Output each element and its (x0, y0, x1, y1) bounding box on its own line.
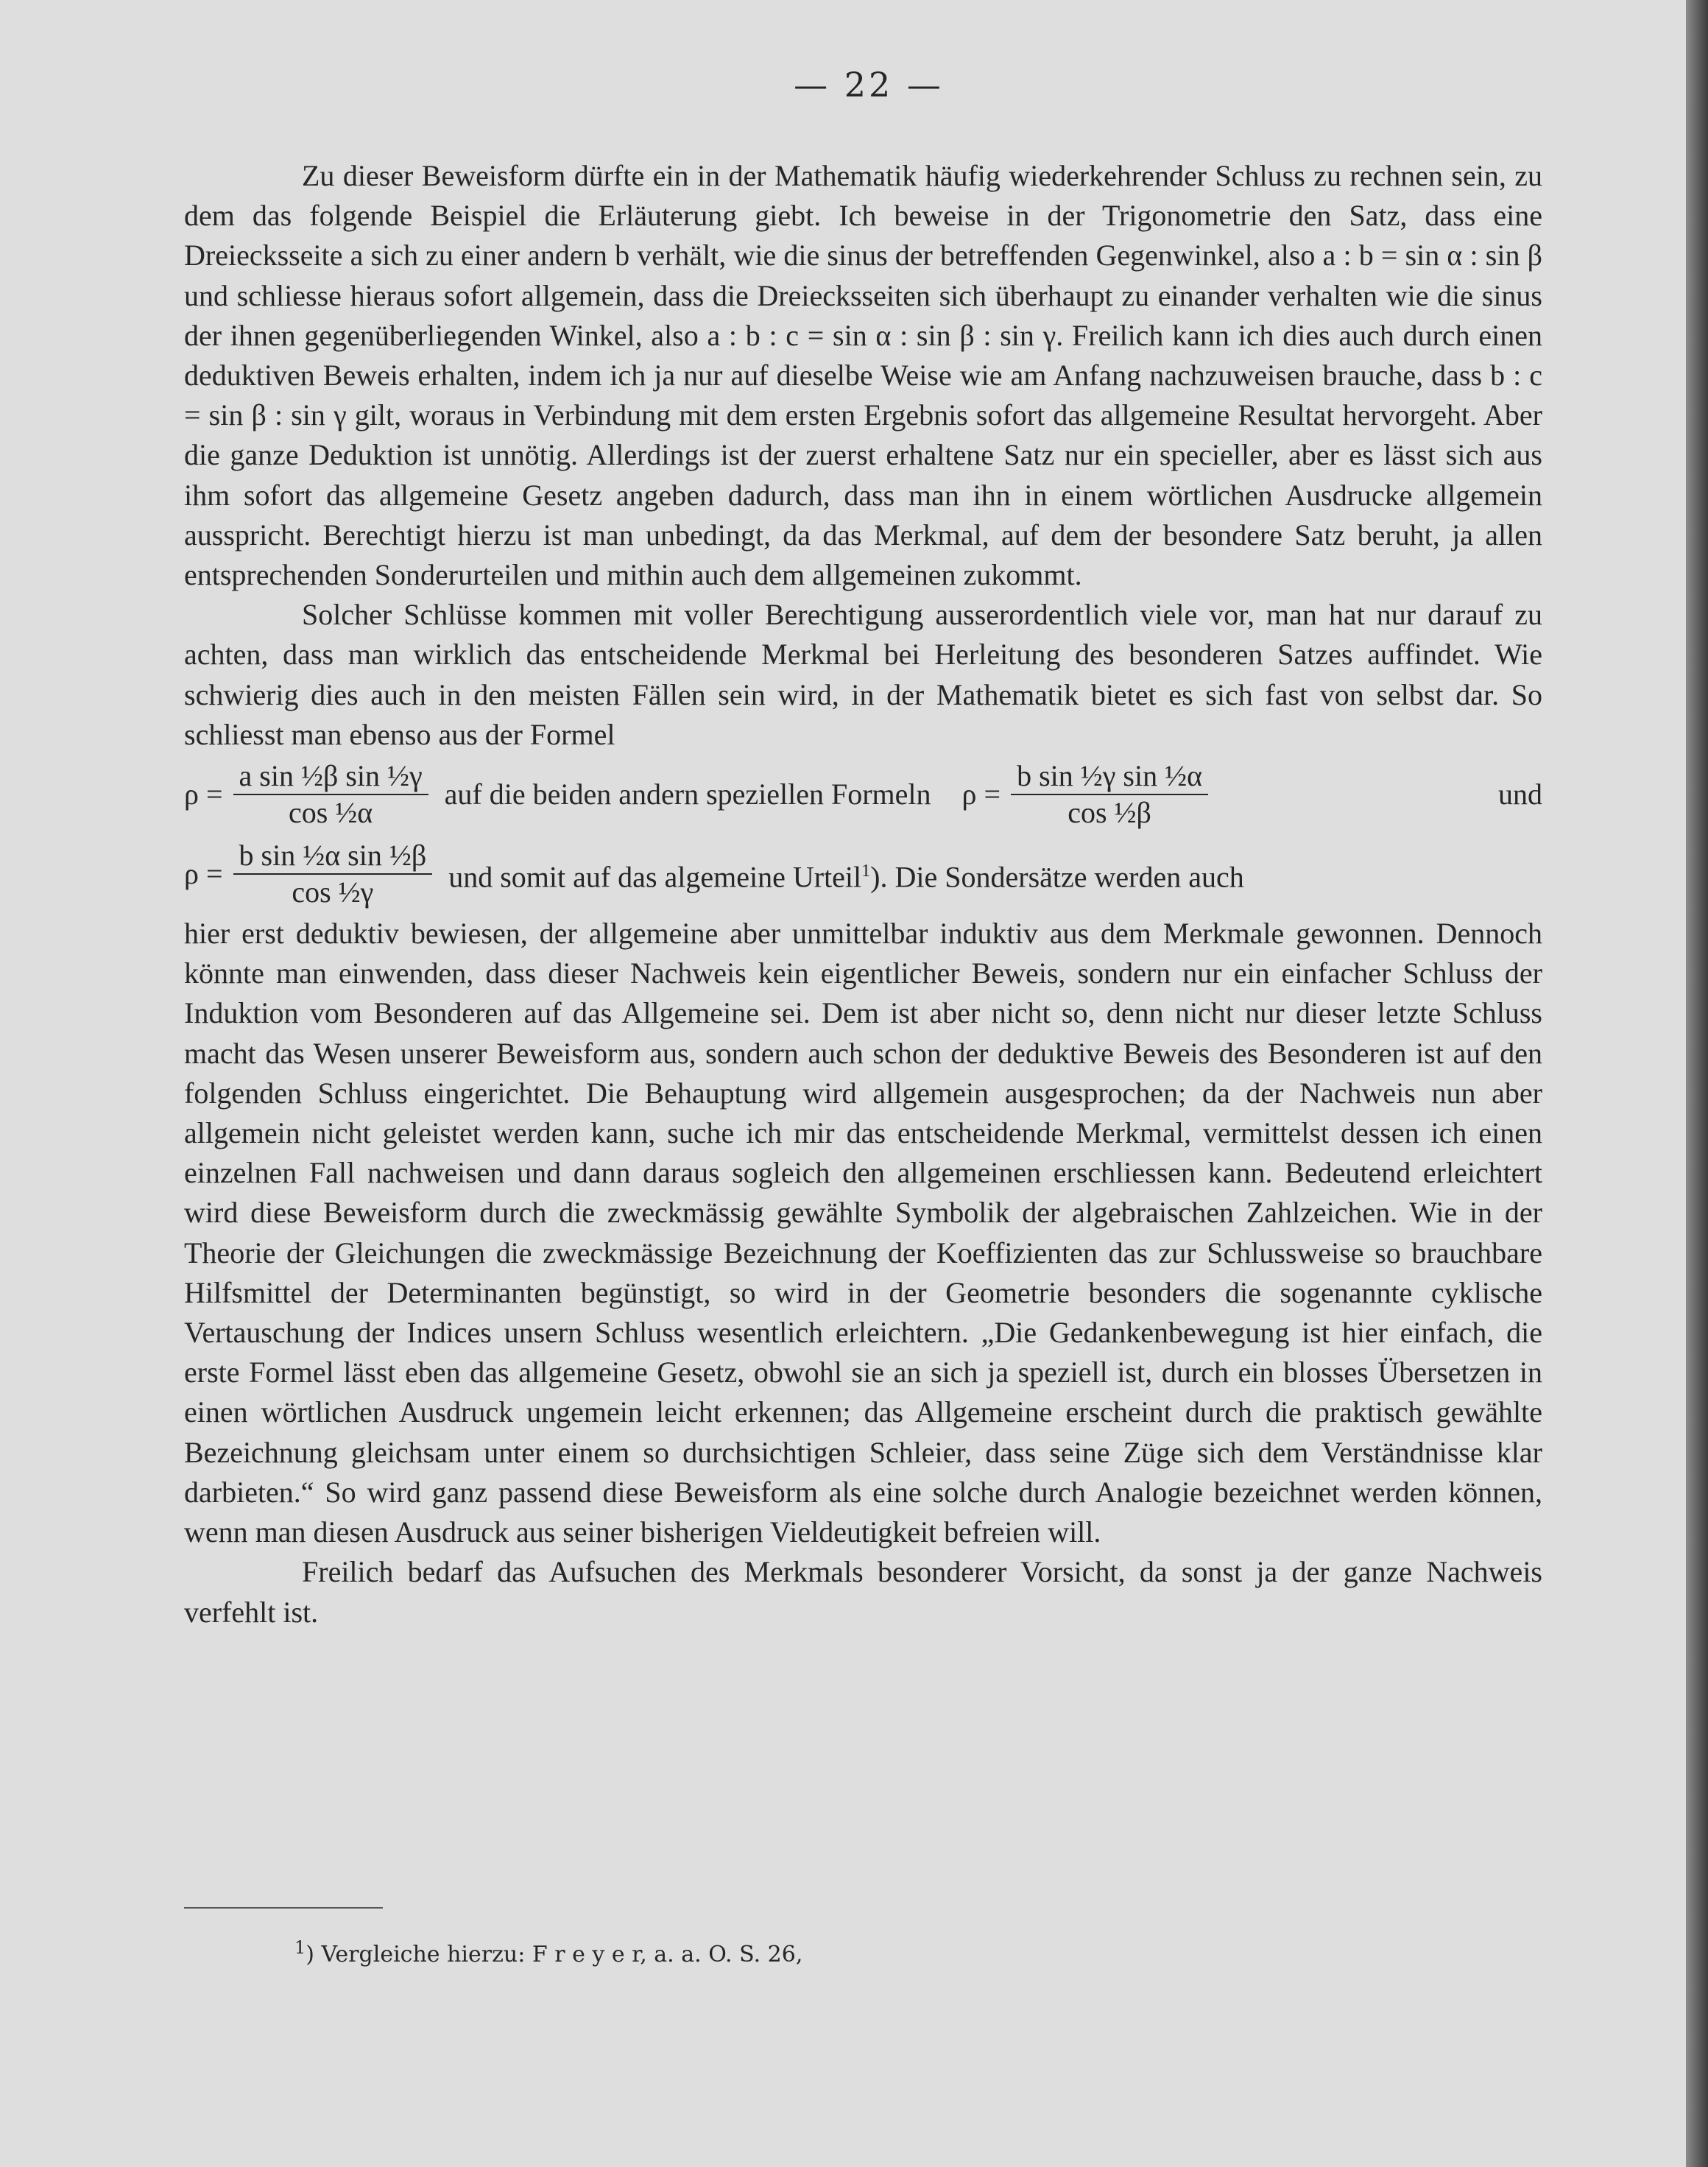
formula-1-denominator: cos ½α (288, 796, 373, 830)
page-number: — 22 — (794, 65, 944, 105)
formula-1-numerator-2: b sin ½γ sin ½α (1011, 758, 1208, 795)
footnote-area (0, 1935, 1686, 1979)
formula-2-numerator: b sin ½α sin ½β (233, 838, 433, 875)
page-edge-shadow (1686, 0, 1708, 2167)
paragraph-2-rest: hier erst deduktiv bewiesen, der allgemeine aber unmittelbar induktiv aus dem Merkmale gewonnen. Dennoch könnte man einwenden, dass dieser Nachweis kein eigentlicher Beweis, sondern nur ein einfacher Schluss der Induktion vom Besonderen auf das Allgemeine sei. Dem ist aber nicht so, denn nicht nur dieser letzte Schluss macht das Wesen unserer Beweisform aus, sondern auch schon der deduktive Beweis des Besonderen ist auf den folgenden Schluss eingerichtet. Die Behauptung wird allgemein ausgesprochen; da der Nachweis nun aber allgemein nicht geleistet werden kann, suche ich mir das entscheidende Merkmal, vermittelst dessen ich einen einzelnen Fall nachweisen und dann daraus sogleich den allgemeinen erschliessen kann. Bedeutend erleichtert wird diese Beweisform durch die zweckmässig gewählte Symbolik der algebraischen Zahlzeichen. Wie in der Theorie der Gleichungen die zweckmässige Bezeichnung der Koeffizienten das zur Schlussweise so brauchbare Hilfsmittel der Determinanten begünstigt, so wird in der Geometrie besonders die sogenannte cyklische Vertauschung der Indices unsern Schluss wesentlich erleichtern. „Die Gedankenbewegung ist hier einfach, die erste Formel lässt eben das allgemeine Gesetz, obwohl sie an sich ja speziell ist, durch ein blosses Übersetzen in einen wörtlichen Ausdruck ungemein leicht erkennen; das Allgemeine erscheint durch die praktisch gewählte Bezeichnung gleichsam unter einem so durchsichtigen Schleier, dass seine Züge sich dem Verständnisse klar darbieten.“ So wird ganz passend diese Beweisform als eine solche durch Analogie bezeichnet werden können, wenn man diesen Ausdruck aus seiner bisherigen Vieldeutigkeit befreien will. (184, 917, 1542, 1549)
formula-2-lhs: ρ = (184, 856, 223, 890)
paragraph-3: Freilich bedarf das Aufsuchen des Merkmals besonderer Vorsicht, da sonst ja der ganze Nachweis verfehlt ist. (184, 1555, 1542, 1629)
formula-row-2 (184, 834, 1542, 914)
formula-2-text-main: und somit auf das algemeine Urteil (448, 860, 862, 894)
formula-1-fraction (233, 758, 428, 831)
formula-1-end: und (1498, 777, 1542, 811)
formula-1-middle-text: auf die beiden andern speziellen Formeln (444, 777, 931, 811)
formula-2-fraction (233, 838, 433, 910)
formula-1-fraction-2 (1011, 758, 1208, 831)
formula-row-1 (184, 755, 1542, 834)
formula-1-denominator-2: cos ½β (1068, 796, 1151, 830)
formula-1-lhs-2: ρ = (961, 777, 1001, 811)
paragraph-2-intro: Solcher Schlüsse kommen mit voller Berechtigung ausserordentlich viele vor, man hat nur darauf zu achten, dass man wirklich das entscheidende Merkmal bei Herleitung des besonderen Satzes auffindet. Wie schwierig dies auch in den meisten Fällen sein wird, in der Mathematik bietet es sich fast von selbst dar. So schliesst man ebenso aus der Formel (184, 598, 1542, 751)
formula-2-denominator: cos ½γ (292, 875, 374, 909)
footnote-mark: 1 (294, 1937, 306, 1958)
footnote (294, 1937, 802, 1967)
formula-1-numerator: a sin ½β sin ½γ (233, 758, 428, 795)
body-text (184, 156, 1542, 1632)
footnote-divider (184, 1907, 383, 1909)
footnote-text: ) Vergleiche hierzu: F r e y e r, a. a. O. S. 26, (306, 1942, 803, 1967)
footnote-reference: 1 (861, 861, 871, 881)
paragraph-1: Zu dieser Beweisform dürfte ein in der Mathematik häufig wiederkehrender Schluss zu rechnen sein, zu dem das folgende Beispiel die Erläuterung giebt. Ich beweise in der Trigonometrie den Satz, dass eine Dreiecksseite a sich zu einer andern b verhält, wie die sinus der betreffenden Gegenwinkel, also a : b = sin α : sin β und schliesse hieraus sofort allgemein, dass die Dreiecksseiten sich überhaupt zu einander verhalten wie die sinus der ihnen gegenüberliegenden Winkel, also a : b : c = sin α : sin β : sin γ. Freilich kann ich dies auch durch einen deduktiven Beweis erhalten, indem ich ja nur auf dieselbe Weise wie am Anfang nachzuweisen brauche, dass b : c = sin β : sin γ gilt, woraus in Verbindung mit dem ersten Ergebnis sofort das allgemeine Resultat hervorgeht. Aber die ganze Deduktion ist unnötig. Allerdings ist der zuerst erhaltene Satz nur ein specieller, aber es lässt sich aus ihm sofort das allgemeine Gesetz angeben dadurch, dass man ihn in einem wörtlichen Ausdrucke allgemein ausspricht. Berechtigt hierzu ist man unbedingt, da das Merkmal, auf dem der besondere Satz beruht, ja allen entsprechenden Sonderurteilen und mithin auch dem allgemeinen zukommt. (184, 159, 1542, 592)
formula-2-text-after: ). Die Sondersätze werden auch (870, 860, 1244, 894)
formula-2-text (448, 851, 1244, 898)
formula-1-lhs: ρ = (184, 777, 223, 811)
